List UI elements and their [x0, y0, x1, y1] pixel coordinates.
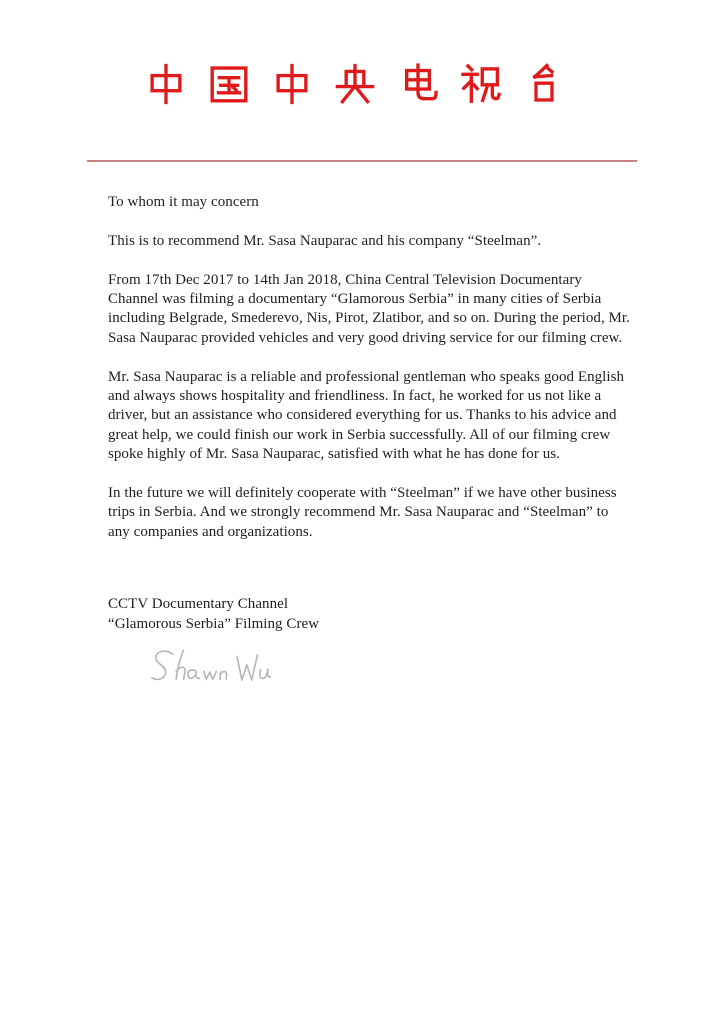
- hanzi-tai-icon: [523, 62, 565, 106]
- salutation-line: To whom it may concern: [108, 194, 259, 210]
- hanzi-guo-icon: [208, 62, 250, 106]
- paragraph-line: trips in Serbia. And we strongly recommend Mr. Sasa Nauparac and “Steelman” to: [108, 504, 609, 521]
- paragraph-line: including Belgrade, Smederevo, Nis, Pirot, Zlatibor, and so on. During the period, Mr.: [108, 310, 630, 327]
- hanzi-zhong-icon: [145, 62, 187, 106]
- signature-handwriting: [138, 645, 272, 695]
- paragraph-recommend: [108, 232, 638, 251]
- salutation: [108, 193, 638, 212]
- paragraph-line: Mr. Sasa Nauparac is a reliable and professional gentleman who speaks good English: [108, 368, 625, 385]
- hanzi-dian-icon: [397, 62, 439, 106]
- closing-channel: CCTV Documentary Channel: [108, 596, 289, 613]
- paragraph-line: From 17th Dec 2017 to 14th Jan 2018, China Central Television Documentary: [108, 271, 582, 288]
- paragraph-line: In the future we will definitely cooperate with “Steelman” if we have other business: [108, 485, 617, 502]
- hanzi-shi-icon: [460, 62, 502, 106]
- paragraph-line: driver, but an assistance who considered everything for us. Thanks to his advice and: [108, 407, 617, 424]
- paragraph-line: any companies and organizations.: [108, 523, 313, 540]
- letterhead-rule: [87, 160, 637, 162]
- letter-body: [108, 193, 638, 653]
- paragraph-line: great help, we could finish our work in Serbia successfully. All of our filming crew: [108, 426, 611, 443]
- paragraph-filming-period: [108, 271, 638, 349]
- paragraph-line: This is to recommend Mr. Sasa Nauparac and his company “Steelman”.: [108, 232, 542, 249]
- paragraph-line: and always shows hospitality and friendliness. In fact, he worked for us not like a: [108, 388, 602, 405]
- paragraph-line: spoke highly of Mr. Sasa Nauparac, satisfied with what he has done for us.: [108, 446, 560, 463]
- closing-block: [108, 595, 638, 634]
- paragraph-line: Sasa Nauparac provided vehicles and very good driving service for our filming crew.: [108, 329, 623, 346]
- paragraph-future-cooperation: [108, 484, 638, 542]
- letterhead-title: [145, 62, 565, 106]
- paragraph-line: Channel was filming a documentary “Glamorous Serbia” in many cities of Serbia: [108, 291, 602, 307]
- paragraph-character: [108, 368, 638, 465]
- hanzi-yang-icon: [334, 62, 376, 106]
- closing-crew: “Glamorous Serbia” Filming Crew: [108, 615, 320, 632]
- hanzi-zhong-icon: [271, 62, 313, 106]
